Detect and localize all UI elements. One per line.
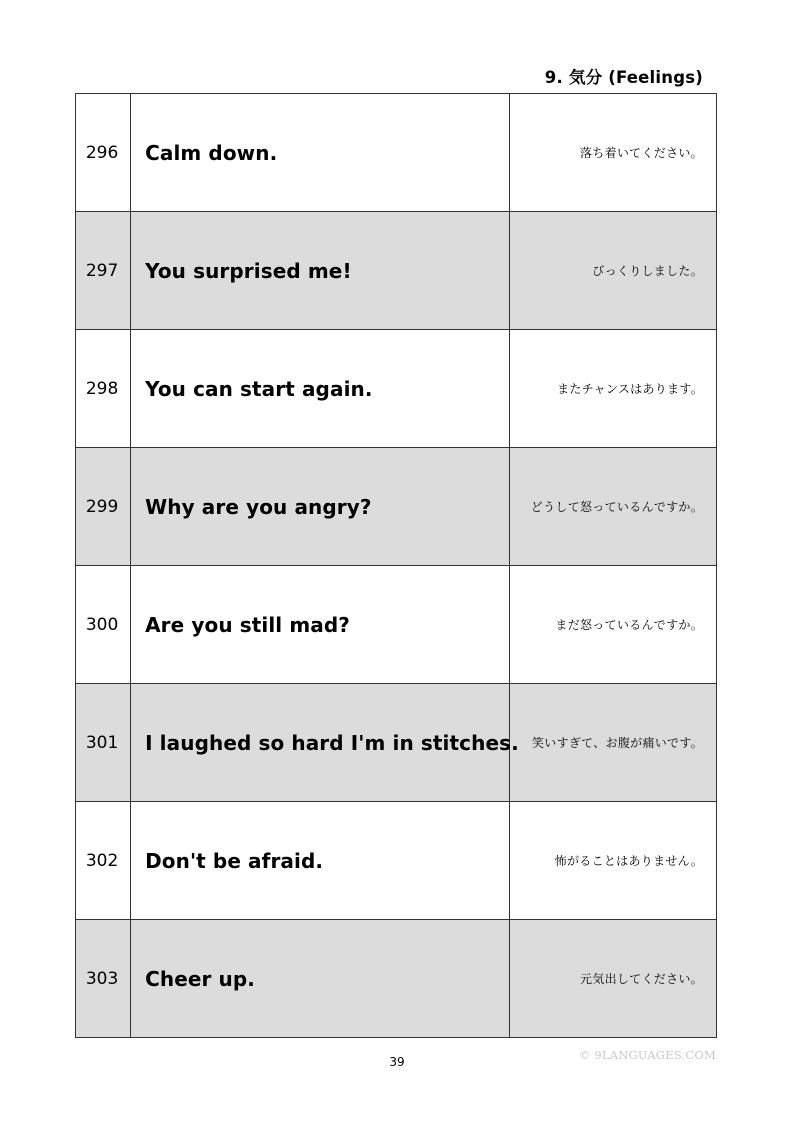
japanese-phrase: 落ち着いてください。	[509, 94, 716, 212]
phrase-number: 297	[76, 212, 131, 330]
phrase-number: 298	[76, 330, 131, 448]
english-phrase: Calm down.	[131, 94, 510, 212]
table-row	[76, 566, 717, 684]
phrase-number: 296	[76, 94, 131, 212]
table-row	[76, 802, 717, 920]
japanese-phrase: 怖がることはありません。	[509, 802, 716, 920]
table-row	[76, 920, 717, 1038]
table-row	[76, 448, 717, 566]
english-phrase: You surprised me!	[131, 212, 510, 330]
table-row	[76, 94, 717, 212]
page-number: 39	[389, 1055, 405, 1069]
japanese-phrase: 笑いすぎて、お腹が痛いです。	[509, 684, 716, 802]
japanese-phrase: まだ怒っているんですか。	[509, 566, 716, 684]
japanese-phrase: 元気出してください。	[509, 920, 716, 1038]
phrase-table	[75, 93, 717, 1038]
phrase-number: 301	[76, 684, 131, 802]
phrase-number: 300	[76, 566, 131, 684]
english-phrase: I laughed so hard I'm in stitches.	[131, 684, 510, 802]
japanese-phrase: びっくりしました。	[509, 212, 716, 330]
japanese-phrase: どうして怒っているんですか。	[509, 448, 716, 566]
phrase-number: 303	[76, 920, 131, 1038]
phrase-number: 299	[76, 448, 131, 566]
english-phrase: You can start again.	[131, 330, 510, 448]
english-phrase: Cheer up.	[131, 920, 510, 1038]
english-phrase: Why are you angry?	[131, 448, 510, 566]
phrase-number: 302	[76, 802, 131, 920]
english-phrase: Don't be afraid.	[131, 802, 510, 920]
table-row	[76, 212, 717, 330]
english-phrase: Are you still mad?	[131, 566, 510, 684]
japanese-phrase: またチャンスはあります。	[509, 330, 716, 448]
table-row	[76, 684, 717, 802]
table-row	[76, 330, 717, 448]
watermark: © 9LANGUAGES.COM	[578, 1048, 716, 1062]
section-title: 9. 気分 (Feelings)	[544, 68, 703, 87]
